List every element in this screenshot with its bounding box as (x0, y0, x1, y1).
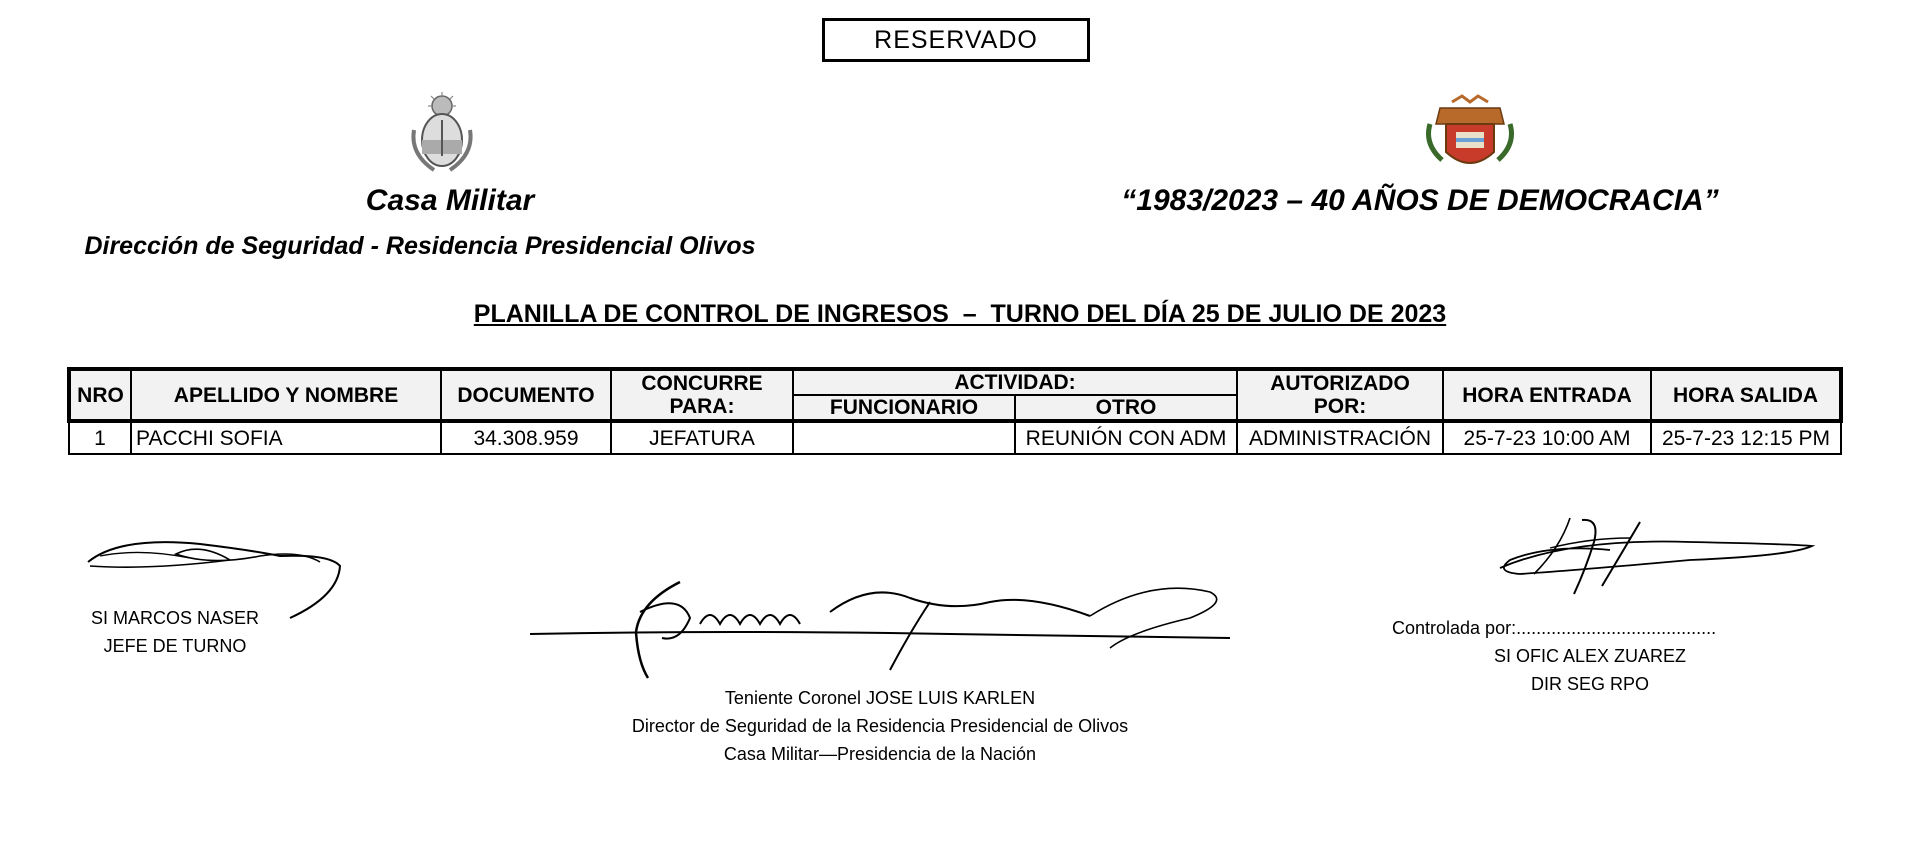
signature-center-block (560, 684, 1200, 768)
header-otro: OTRO (1015, 395, 1237, 421)
table-row (69, 421, 1841, 454)
document-title: PLANILLA DE CONTROL DE INGRESOS – TURNO DEL DÍA 25 DE JULIO DE 2023 (473, 300, 1447, 328)
signature-left-block (60, 604, 290, 660)
header-apellido: APELLIDO Y NOMBRE (131, 369, 441, 421)
header-nro: NRO (69, 369, 131, 421)
header-hora-entrada: HORA ENTRADA (1443, 369, 1651, 421)
signature-right-controlled (1380, 614, 1780, 642)
org-subtitle: Dirección de Seguridad - Residencia Presidencial Olivos (84, 232, 756, 260)
cell-apellido: PACCHI SOFIA (131, 421, 441, 454)
header-funcionario: FUNCIONARIO (793, 395, 1015, 421)
header-hora-salida: HORA SALIDA (1651, 369, 1841, 421)
cell-nro: 1 (69, 421, 131, 454)
signature-center-mark (530, 572, 1250, 682)
motto: “1983/2023 – 40 AÑOS DE DEMOCRACIA” (1121, 184, 1719, 217)
cell-concurre: JEFATURA (611, 421, 793, 454)
signature-left-name: SI MARCOS NASER (90, 608, 260, 628)
signature-right-mark (1490, 508, 1820, 618)
cell-otro: REUNIÓN CON ADM (1015, 421, 1237, 454)
cell-documento: 34.308.959 (441, 421, 611, 454)
org-title: Casa Militar (365, 184, 535, 217)
argentina-coat-of-arms-icon (404, 90, 480, 176)
signature-center-role: Director de Seguridad de la Residencia Presidencial de Olivos (631, 716, 1129, 736)
reserved-stamp: RESERVADO (822, 18, 1090, 62)
signature-right-role: DIR SEG RPO (1530, 674, 1650, 694)
header-autorizado: AUTORIZADO POR: (1237, 369, 1443, 421)
header-documento: DOCUMENTO (441, 369, 611, 421)
signature-right-block (1470, 642, 1710, 698)
header-concurre: CONCURRE PARA: (611, 369, 793, 421)
cell-hora-salida: 25-7-23 12:15 PM (1651, 421, 1841, 454)
signature-left-role: JEFE DE TURNO (103, 636, 247, 656)
cell-autorizado: ADMINISTRACIÓN (1237, 421, 1443, 454)
cell-funcionario (793, 421, 1015, 454)
controlled-by-line: Controlada por:........................................ (1392, 618, 1717, 638)
signature-right-name: SI OFIC ALEX ZUAREZ (1493, 646, 1687, 666)
header-actividad: ACTIVIDAD: (793, 369, 1237, 395)
signature-center-institution: Casa Militar—Presidencia de la Nación (723, 744, 1037, 764)
entry-control-table (67, 367, 1843, 455)
olivos-coat-of-arms-icon (1422, 94, 1518, 176)
cell-hora-entrada: 25-7-23 10:00 AM (1443, 421, 1651, 454)
signature-center-name: Teniente Coronel JOSE LUIS KARLEN (724, 688, 1036, 708)
